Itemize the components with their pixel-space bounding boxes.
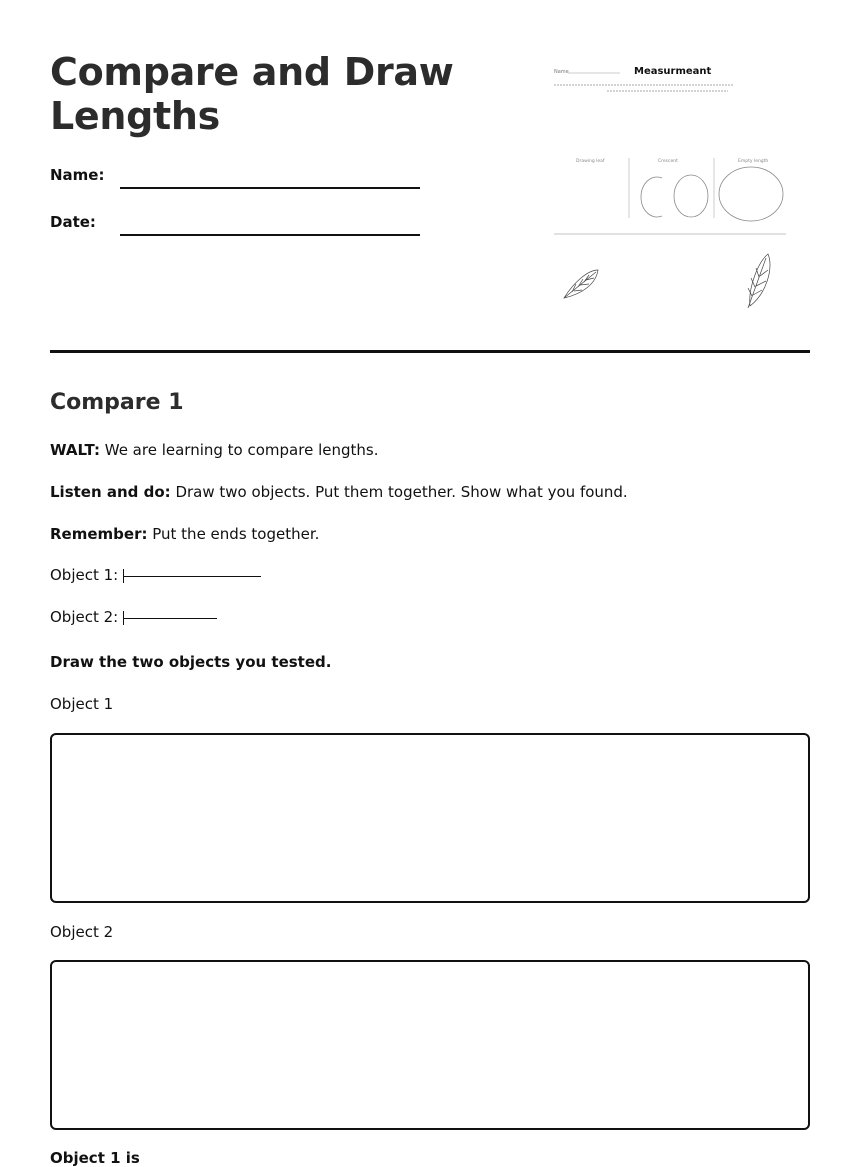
object1-row xyxy=(50,566,263,584)
thumbnail-caption: Crescent xyxy=(658,159,678,164)
leaf-icon xyxy=(748,254,770,308)
listen-text: Draw two objects. Put them together. Show what you found. xyxy=(170,483,628,501)
listen-label: Listen and do: xyxy=(50,483,171,501)
section-heading: Compare 1 xyxy=(50,390,184,415)
walt-label: WALT: xyxy=(50,441,100,459)
thumbnail-large-o-shape xyxy=(719,167,783,221)
thumbnail-caption: Drawing leaf xyxy=(576,159,605,164)
name-field[interactable] xyxy=(120,187,420,189)
name-label: Name: xyxy=(50,166,105,184)
listen-instruction xyxy=(50,483,628,501)
thumbnail-o-shape xyxy=(674,175,708,217)
date-field[interactable] xyxy=(120,234,420,236)
header-divider xyxy=(50,350,810,353)
walt-text: We are learning to compare lengths. xyxy=(99,441,379,459)
page-title: Compare and Draw Lengths xyxy=(50,50,454,138)
remember-text: Put the ends together. xyxy=(147,525,320,543)
worksheet-thumbnail xyxy=(552,62,792,312)
thumbnail-name-label: Name xyxy=(554,69,569,75)
thumbnail-caption: Empty length xyxy=(738,159,769,164)
draw-object1-label: Object 1 xyxy=(50,695,114,713)
walt-statement xyxy=(50,441,378,459)
draw-prompt-text: Draw the two objects you tested. xyxy=(50,653,332,671)
draw-prompt xyxy=(50,653,331,671)
object2-drawing-box[interactable] xyxy=(50,960,810,1130)
leaf-icon xyxy=(564,270,598,298)
draw-object2-label: Object 2 xyxy=(50,923,114,941)
thumbnail-c-shape xyxy=(641,177,662,217)
object2-row xyxy=(50,608,219,626)
object1-length-bar xyxy=(123,569,263,583)
object2-length-bar xyxy=(123,611,219,625)
object1-drawing-box[interactable] xyxy=(50,733,810,903)
thumbnail-heading: Measurmeant xyxy=(634,66,712,77)
comparison-heading-text: Object 1 is xyxy=(50,1149,140,1167)
object1-bar xyxy=(123,576,261,577)
object2-bar xyxy=(123,618,217,619)
comparison-heading-cut xyxy=(50,1149,140,1167)
object2-label: Object 2: xyxy=(50,608,123,626)
object1-label: Object 1: xyxy=(50,566,123,584)
date-label: Date: xyxy=(50,213,96,231)
remember-label: Remember: xyxy=(50,525,148,543)
remember-note xyxy=(50,525,319,543)
